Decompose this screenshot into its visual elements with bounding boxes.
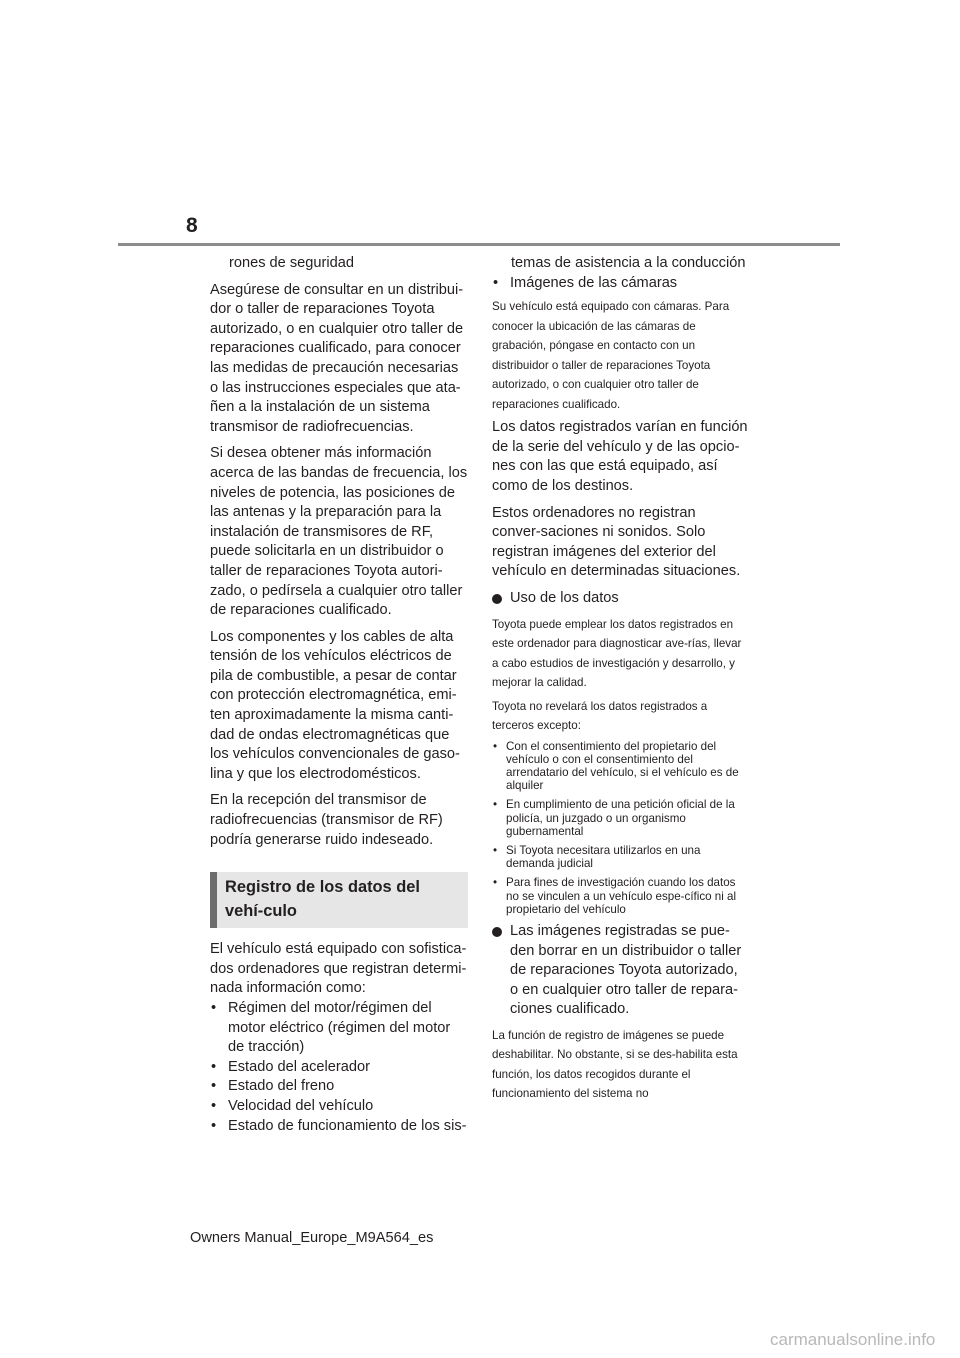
small-paragraph: La función de registro de imágenes se puede deshabilitar. No obstante, si se des-habilita esta función, los datos recogidos durante el funcionamiento del sistema no: [492, 1028, 738, 1101]
paragraph: El vehículo está equipado con sofistica-dos ordenadores que registran determi-nada información como:: [210, 941, 467, 997]
subheading: [492, 589, 748, 609]
list-item: • Imágenes de las cámaras: [492, 274, 748, 294]
footer-text: Owners Manual_Europe_M9A564_es: [190, 1230, 434, 1246]
paragraph: Asegúrese de consultar en un distribui-dor o taller de reparaciones Toyota autorizado, o en cualquier otro taller de reparaciones cualificado, para conocer las medidas de precaución necesarias o las instrucciones especiales que ata-ñen a la instalación de un sistema transmisor de radiofrecuencias.: [210, 281, 464, 435]
watermark: carmanualsonline.info: [770, 1330, 936, 1349]
right-column: [492, 254, 748, 1104]
paragraph: Los componentes y los cables de alta tensión de los vehículos eléctricos de pila de combustible, a pesar de contar con protección electromagnética, emi-ten aproximadamente la misma canti-dad de ondas electromagnéticas que los vehículos convencionales de gaso-lina y que los electrodomésticos.: [210, 628, 460, 782]
list-item: • En cumplimiento de una petición oficial de la policía, un juzgado o un organismo gubernamental: [492, 798, 748, 838]
subheading-text: Uso de los datos: [510, 589, 619, 606]
list-item: • Estado del acelerador: [210, 1058, 468, 1078]
continued-text: rones de seguridad: [229, 255, 354, 271]
exceptions-list: [492, 740, 748, 916]
list-item: • Estado de funcionamiento de los sis-: [210, 1117, 468, 1137]
bullet-dot-icon: [492, 927, 502, 937]
list-item: • Si Toyota necesitara utilizarlos en una demanda judicial: [492, 844, 748, 870]
section-heading: Registro de los datos del vehí-culo: [210, 872, 468, 928]
subheading-text: Las imágenes registradas se pue-den borrar en un distribuidor o taller de reparaciones Toyota autorizado, o en cualquier otro taller de repara-ciones cualificado.: [510, 922, 742, 1018]
left-column: [210, 254, 468, 1136]
paragraph: Si desea obtener más información acerca de las bandas de frecuencia, los niveles de potencia, las posiciones de las antenas y la preparación para la instalación de transmisores de RF, puede solicitarla en un distribuidor o taller de reparaciones Toyota autori-zado, o pedírsela a cualquier otro taller de reparaciones cualificado.: [210, 445, 468, 619]
subheading: [492, 922, 748, 1020]
paragraph: Estos ordenadores no registran conver-saciones ni sonidos. Solo registran imágenes del exterior del vehículo en determinadas situaciones.: [492, 504, 741, 580]
list-item: • Velocidad del vehículo: [210, 1097, 468, 1117]
list-item: • Régimen del motor/régimen del motor eléctrico (régimen del motor de tracción): [210, 999, 468, 1058]
small-paragraph: Toyota puede emplear los datos registrados en este ordenador para diagnosticar ave-rías, llevar a cabo estudios de investigación y desarrollo, y mejorar la calidad.: [492, 617, 742, 690]
small-paragraph: Toyota no revelará los datos registrados a terceros excepto:: [492, 699, 708, 733]
list-item: • Con el consentimiento del propietario del vehículo o con el consentimiento del arrendatario del vehículo, si el vehículo es de alquiler: [492, 740, 748, 793]
header-rule: [118, 243, 840, 246]
recorded-data-list-cont: [492, 274, 748, 294]
page-number: 8: [186, 214, 198, 237]
list-item: • Para fines de investigación cuando los datos no se vinculen a un vehículo espe-cífico ni al propietario del vehículo: [492, 876, 748, 916]
list-item: • Estado del freno: [210, 1077, 468, 1097]
paragraph: Los datos registrados varían en función de la serie del vehículo y de las opcio-nes con las que está equipado, así como de los destinos.: [492, 419, 748, 494]
small-paragraph: Su vehículo está equipado con cámaras. Para conocer la ubicación de las cámaras de grabación, póngase en contacto con un distribuidor o taller de reparaciones Toyota autorizado, o con cualquier otro taller de reparaciones cualificado.: [492, 300, 730, 411]
bullet-dot-icon: [492, 594, 502, 604]
continued-text: temas de asistencia a la conducción: [511, 255, 746, 271]
recorded-data-list: [210, 999, 468, 1136]
paragraph: En la recepción del transmisor de radiofrecuencias (transmisor de RF) podría generarse ruido indeseado.: [210, 792, 443, 848]
